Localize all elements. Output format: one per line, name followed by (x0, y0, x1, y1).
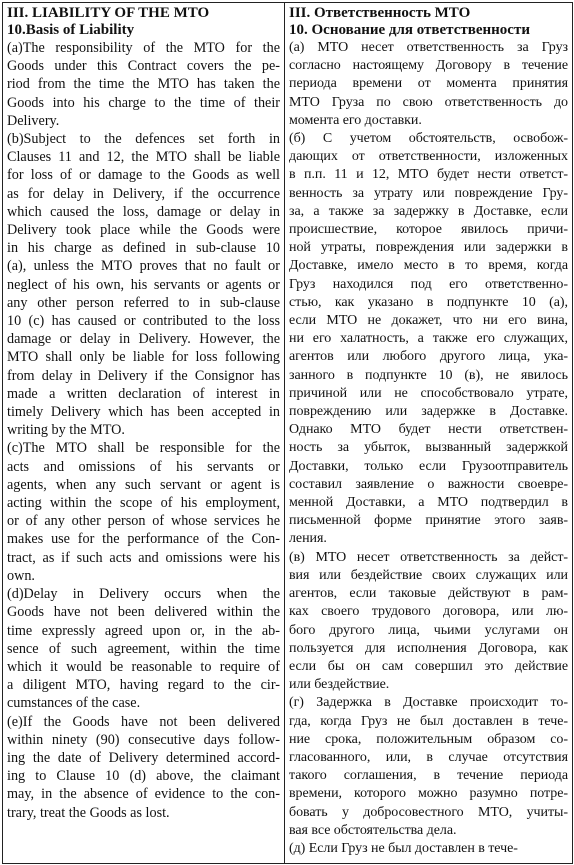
clause-ru-paragraph (289, 130, 568, 549)
text-line: гласованного, или, в случае отсутствия (289, 749, 568, 765)
text-line: Goods into his charge to the time of their (7, 94, 280, 111)
text-line: письменной форме принятие этого заяв- (289, 513, 568, 529)
text-line: (b)Subject to the defences set forth in (7, 131, 280, 148)
text-line: writing by the MTO. (7, 422, 125, 439)
text-line: (a)The responsibility of the MTO for the (7, 40, 280, 56)
text-line: time expressly agreed upon or, in the ab- (7, 622, 280, 639)
text-line: within ninety (90) consecutive days follow- (7, 731, 280, 748)
text-line: гда, когда Груз не был доставлен в тече- (289, 713, 568, 729)
text-line: sence of such agreement, within the time (7, 640, 280, 657)
text-line: (а) МТО несет ответственность за Груз (289, 40, 568, 55)
text-line: Груз находился под его ответственно- (289, 276, 568, 292)
text-line: in his charge as defined in sub-clause 10 (7, 240, 280, 257)
text-line: Goods under this Contract covers the pe- (7, 58, 280, 75)
text-line: (a), unless the MTO proves that no fault or (7, 258, 280, 275)
text-line: вия или бездействие своих служащих или (289, 567, 568, 583)
text-line: Доставки, только если Грузоотправитель (289, 458, 568, 474)
clause-ru-paragraph (289, 549, 568, 695)
text-line: agents, when any such servant or agent is (7, 476, 280, 493)
text-line: ной утраты, повреждения или задержки в (289, 240, 568, 256)
text-line: damage or delay in Delivery. However, the (7, 331, 280, 348)
section-heading-en: III. LIABILITY OF THE MTO (7, 5, 210, 21)
text-line: или бездействие. (289, 677, 390, 693)
text-line: from delay in Delivery if the Consignor has (7, 367, 280, 384)
text-line: acting within the scope of his employment, (7, 495, 280, 512)
clause-en-paragraph (7, 39, 280, 130)
text-line: происшествие, которое явилось причи- (289, 222, 568, 238)
russian-column (285, 3, 573, 864)
text-line: за, а также за задержку в Доставке, если (289, 203, 568, 219)
text-line: такого соглашения, в течение периода (289, 768, 568, 784)
text-line: времени, которого можно разумно потре- (289, 786, 568, 802)
text-line: ность за убыток, вызванный задержкой (289, 440, 568, 456)
text-line: стью, как указано в подпункте 10 (а), (289, 294, 568, 310)
text-line: ках своего трудового договора, или лю- (289, 604, 568, 620)
text-line: as for delay in Delivery, if the occurrence (7, 185, 280, 202)
text-line: which it would be reasonable to require of (7, 658, 280, 675)
text-line: (б) С учетом обстоятельств, освобож- (289, 131, 568, 147)
text-line: (д) Если Груз не был доставлен в тече- (289, 840, 518, 856)
text-line: (e)If the Goods have not been delivered (7, 713, 280, 730)
text-line: may, in the absence of evidence to the con- (7, 786, 280, 803)
text-line: (c)The MTO shall be responsible for the (7, 440, 280, 457)
text-line: агентов, если таковые действуют в рам- (289, 586, 568, 602)
text-line: tract, as if such acts and omissions were his (7, 549, 280, 566)
text-line: cumstances of the case. (7, 695, 141, 712)
text-line: если бы он сам совершил это действие (289, 658, 568, 674)
text-line: 10 (c) has caused or contributed to the loss (7, 313, 280, 330)
text-line: повреждению или задержке в Доставке. (289, 404, 568, 420)
text-line: бого другого лица, чьими услугами он (289, 622, 568, 638)
text-line: a diligent MTO, having regard to the cir- (7, 677, 280, 694)
text-line: Доставке, имело место в то время, когда (289, 258, 568, 274)
text-line: acts and omissions of his servants or (7, 458, 280, 475)
text-line: ние срока, положительным образом со- (289, 731, 568, 747)
text-line: вая все обстоятельства дела. (289, 822, 457, 838)
text-line: в п.п. 11 и 12, МТО будет нести ответст- (289, 167, 568, 183)
text-line: согласно настоящему Договору в течение (289, 58, 568, 74)
text-line: составил заявление о важности своевре- (289, 476, 568, 492)
text-line: riod from the time the MTO has taken the (7, 76, 280, 93)
text-line: (г) Задержка в Доставке происходит то- (289, 695, 568, 711)
bilingual-contract-table (2, 2, 573, 864)
clause-en-paragraph (7, 585, 280, 712)
text-line: or of any other person of whose services he (7, 513, 280, 530)
text-line: бовать у добросовестного МТО, учиты- (289, 804, 568, 820)
clause-en-paragraph (7, 713, 280, 822)
text-line: any other person referred to in sub-clause (7, 294, 280, 311)
text-line: момента его доставки. (289, 112, 422, 128)
text-line: timely Delivery which has been accepted in (7, 404, 280, 421)
text-line: если МТО не докажет, что ни его вина, (289, 313, 568, 329)
section-heading-ru: III. Ответственность МТО (289, 5, 471, 21)
text-line: менной Доставки, а МТО подтвердил в (289, 495, 568, 511)
clause-ru-paragraph (289, 840, 568, 858)
text-line: агентов или любого другого лица, ука- (289, 349, 568, 365)
text-line: занного в подпункте 10 (в), не явилось (289, 367, 568, 383)
text-line: ни его халатность, а также его служащих, (289, 331, 568, 347)
english-column (3, 3, 285, 864)
clause-ru-paragraph (289, 39, 568, 130)
text-line: Clauses 11 and 12, the MTO shall be liable (7, 149, 280, 166)
text-line: trary, treat the Goods as lost. (7, 804, 170, 821)
clause-heading-ru: 10. Основание для ответственности (289, 22, 530, 38)
text-line: ing to Clause 10 (d) above, the claimant (7, 768, 280, 785)
text-line: ing the date of Delivery determined accord- (7, 749, 280, 766)
text-line: Goods have not been delivered within the (7, 604, 280, 621)
text-line: own. (7, 567, 35, 584)
text-line: MTO shall only be liable for loss following (7, 349, 280, 366)
clause-en-paragraph (7, 130, 280, 439)
text-line: (d)Delay in Delivery occurs when the (7, 586, 280, 603)
russian-body (289, 39, 568, 858)
text-line: makes use for the performance of the Con- (7, 531, 280, 548)
english-body (7, 39, 280, 822)
text-line: ления. (289, 531, 327, 547)
text-line: made a written declaration of interest in (7, 385, 280, 402)
text-line: Delivery. (7, 112, 60, 129)
text-line: причиной или не способствовало утрате, (289, 385, 568, 401)
clause-en-paragraph (7, 439, 280, 585)
text-line: neglect of his own, his servants or agents or (7, 276, 280, 293)
text-line: венность за утрату или повреждение Гру- (289, 185, 568, 201)
text-line: пользуется для исполнения Договора, как (289, 640, 568, 656)
text-line: периода времени от момента принятия (289, 76, 568, 92)
text-line: Однако МТО будет нести ответствен- (289, 422, 568, 438)
text-line: (в) МТО несет ответственность за дейст- (289, 549, 568, 565)
text-line: which caused the loss, damage or delay in (7, 203, 280, 220)
clause-ru-paragraph (289, 694, 568, 840)
clause-heading-en: 10.Basis of Liability (7, 22, 135, 38)
text-line: for loss of or damage to the Goods as well (7, 167, 280, 184)
text-line: МТО Груза по свою ответственность до (289, 94, 568, 110)
text-line: дающих от ответственности, изложенных (289, 149, 568, 165)
text-line: Delivery took place while the Goods were (7, 222, 280, 239)
